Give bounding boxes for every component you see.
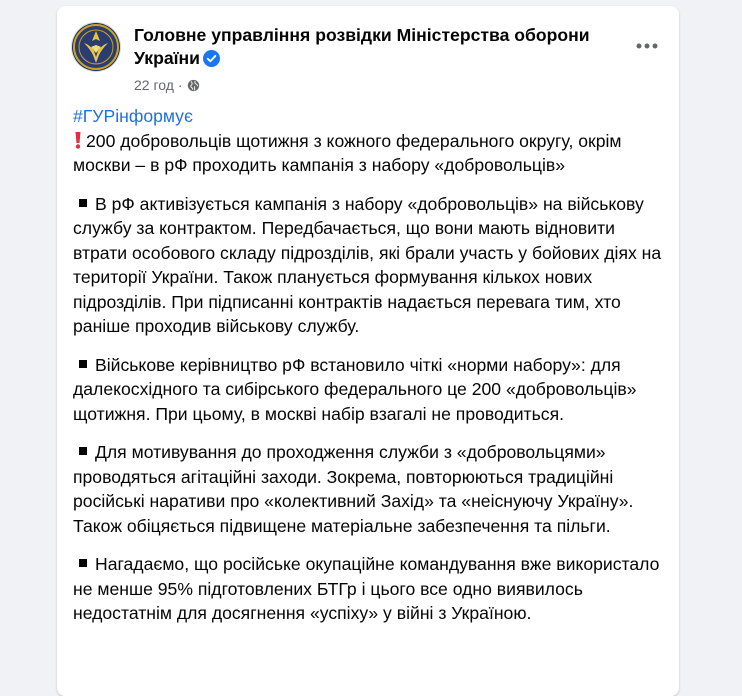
post-lead [73, 129, 673, 178]
post-paragraph-text: Для мотивування до проходження служби з «добровольцями» проводяться агітаційні заходи. Зокрема, повторюються традиційні російські наративи про «колективний Захід» та «неіснуючу Україну». Також обіцяється підвищене матеріальне забезпечення та пільги. [73, 442, 634, 536]
meta-separator: · [177, 77, 183, 93]
post-card [57, 6, 679, 696]
post-lead-text: 200 добровольців щотижня з кожного федерального округу, окрім москви – в рФ проходить кампанія з набору «добровольців» [73, 130, 622, 175]
black-square-bullet-icon [79, 199, 87, 207]
post-paragraph-text: В рФ активізується кампанія з набору «добровольців» на військову службу за контрактом. Передбачається, що вони мають відновити втрати особового складу підрозділів, які брали участь у бойових діях на території України. Також планується формування кількох нових підрозділів. При підписанні контрактів надається перевага тим, хто раніше проходив військову службу. [73, 193, 662, 336]
post-paragraph-3 [73, 440, 673, 538]
author-name[interactable] [134, 24, 614, 70]
hashtag-link[interactable]: #ГУРінформує [73, 106, 193, 126]
post-timestamp[interactable]: 22 год [134, 77, 174, 93]
avatar[interactable] [71, 22, 121, 72]
agency-emblem-icon [72, 23, 120, 71]
author-name-text[interactable]: Головне управління розвідки Міністерства оборони України [134, 25, 590, 68]
post-paragraph-1 [73, 192, 673, 339]
globe-icon[interactable] [187, 79, 200, 92]
black-square-bullet-icon [79, 360, 87, 368]
post-meta [134, 76, 200, 94]
more-options-button[interactable] [629, 28, 665, 64]
verified-badge-icon [203, 50, 220, 67]
post-paragraph-4 [73, 552, 673, 626]
post-paragraph-text: Нагадаємо, що російське окупаційне командування вже використало не менше 95% підготовлених БТГр і цього все одно виявилось недостатнім для досягнення «успіху» у війні з Україною. [73, 554, 660, 623]
more-options-icon [636, 43, 658, 49]
black-square-bullet-icon [79, 559, 87, 567]
red-exclamation-icon [73, 131, 83, 149]
post-paragraph-2 [73, 353, 673, 427]
post-body [73, 104, 673, 626]
post-header [57, 6, 679, 101]
black-square-bullet-icon [79, 447, 87, 455]
post-paragraph-text: Військове керівництво рФ встановило чіткі «норми набору»: для далекосхідного та сибірського федерального це 200 «добровольців» щотижня. При цьому, в москві набір взагалі не проводиться. [73, 354, 637, 424]
